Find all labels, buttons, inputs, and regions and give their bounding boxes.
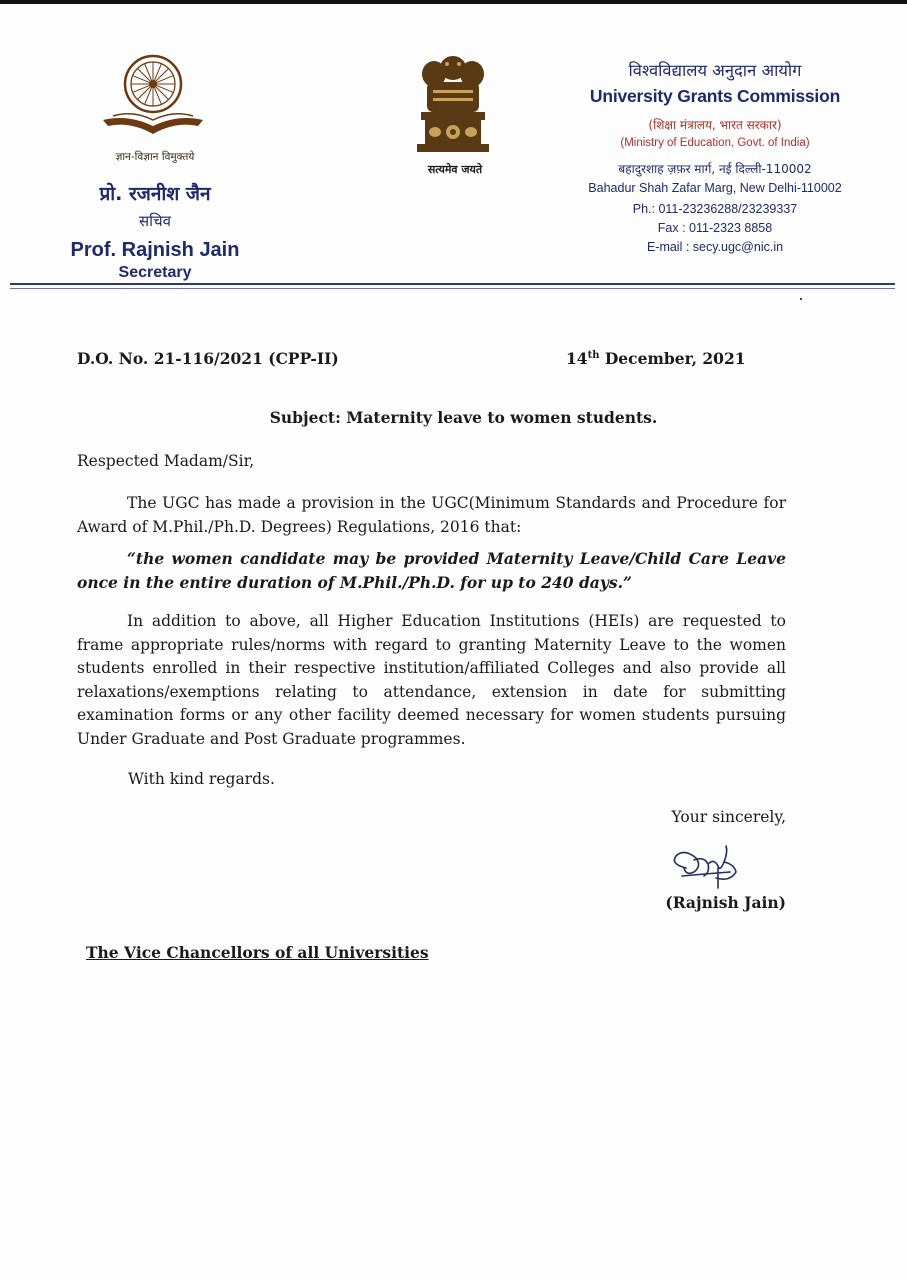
letter-date [566,349,746,368]
closing: Your sincerely, [671,808,786,826]
signatory-name: (Rajnish Jain) [665,893,786,912]
org-name: University Grants Commission [589,86,841,106]
org-name-hindi: विश्वविद्यालय अनुदान आयोग [628,61,802,80]
national-emblem-icon [407,50,499,158]
letterhead-divider-thin [10,288,895,289]
date-rest: December, 2021 [599,349,746,368]
ugc-logo-icon [98,52,208,142]
paragraph-1: The UGC has made a provision in the UGC(Minimum Standards and Procedure for Award of M.Phil./Ph.D. Degrees) Regulations, 2016 that: [77,494,786,536]
address: Bahadur Shah Zafar Marg, New Delhi-110002 [588,181,842,195]
emblem-motto: सत्यमेव जयते [427,163,483,176]
ugc-motto: ज्ञान-विज्ञान विमुक्तये [115,151,195,163]
secretary-name-hindi: प्रो. रजनीश जैन [99,183,211,205]
phone: Ph.: 011-23236288/23239337 [632,202,798,216]
secretary-title: Secretary [118,264,192,281]
salutation: Respected Madam/Sir, [77,452,255,470]
address-hindi: बहादुरशाह ज़फ़र मार्ग, नई दिल्ली-110002 [618,162,812,176]
signature-icon [664,838,764,896]
page-top-edge [0,0,907,4]
letterhead-divider [10,283,895,285]
reference-number: D.O. No. 21-116/2021 (CPP-II) [77,349,339,368]
organisation-block [560,58,870,259]
date-day: 14 [566,349,588,368]
subject-line: Subject: Maternity leave to women students. [269,408,658,427]
secretary-title-hindi: सचिव [139,212,171,230]
date-suffix: th [587,349,600,361]
email: E-mail : secy.ugc@nic.in [646,240,784,254]
regulation-quote: “the women candidate may be provided Maternity Leave/Child Care Leave once in the entire duration of M.Phil./Ph.D. for up to 240 days.” [77,549,786,592]
ministry-hindi: (शिक्षा मंत्रालय, भारत सरकार) [648,118,782,132]
secretary-name: Prof. Rajnish Jain [70,239,240,261]
ministry: (Ministry of Education, Govt. of India) [620,137,810,149]
fax: Fax : 011-2323 8858 [657,221,773,235]
regards: With kind regards. [128,770,275,788]
addressee: The Vice Chancellors of all Universities [86,943,429,962]
paragraph-2: In addition to above, all Higher Education Institutions (HEIs) are requested to frame appropriate rules/norms with regard to granting Maternity Leave to the women students enrolled in their respective institution/affiliated Colleges and also provide all relaxations/exemptions relating to attendance, extension in date for submitting examination forms or any other facility deemed necessary for women students pursuing Under Graduate and Post Graduate programmes. [77,612,786,748]
scan-mark [800,298,802,300]
